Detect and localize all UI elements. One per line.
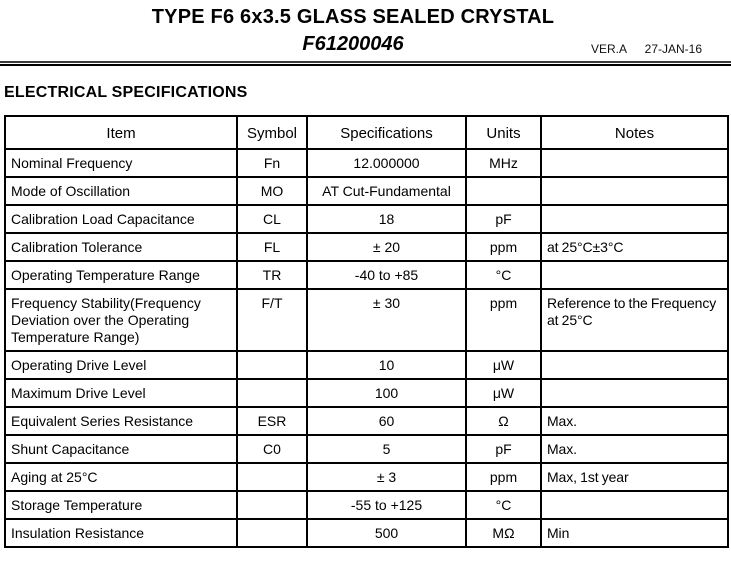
cell-spec: ± 30 xyxy=(307,289,466,351)
doc-title: TYPE F6 6x3.5 GLASS SEALED CRYSTAL xyxy=(151,6,555,28)
cell-symbol: Fn xyxy=(237,149,307,177)
cell-units: Ω xyxy=(466,407,541,435)
cell-units xyxy=(466,177,541,205)
cell-spec: 10 xyxy=(307,351,466,379)
cell-units: °C xyxy=(466,261,541,289)
cell-spec: 5 xyxy=(307,435,466,463)
version-label: VER.A xyxy=(590,42,627,56)
table-row xyxy=(5,205,728,233)
cell-notes xyxy=(541,177,728,205)
table-header-row xyxy=(5,116,728,149)
table-row xyxy=(5,261,728,289)
table-row xyxy=(5,233,728,261)
cell-spec: 100 xyxy=(307,379,466,407)
cell-spec: 18 xyxy=(307,205,466,233)
column-header-specifications: Specifications xyxy=(307,116,466,149)
cell-units: pF xyxy=(466,205,541,233)
cell-symbol: C0 xyxy=(237,435,307,463)
cell-notes: Max. xyxy=(541,435,728,463)
cell-units: ppm xyxy=(466,463,541,491)
cell-symbol xyxy=(237,519,307,547)
cell-spec: AT Cut-Fundamental xyxy=(307,177,466,205)
cell-symbol: FL xyxy=(237,233,307,261)
cell-units: μW xyxy=(466,351,541,379)
table-row xyxy=(5,491,728,519)
cell-notes xyxy=(541,205,728,233)
cell-units: ppm xyxy=(466,289,541,351)
cell-units: MHz xyxy=(466,149,541,177)
cell-notes: at 25°C±3°C xyxy=(541,233,728,261)
cell-item: Calibration Tolerance xyxy=(5,233,237,261)
part-number: F61200046 xyxy=(302,33,404,55)
table-row xyxy=(5,351,728,379)
cell-spec: ± 3 xyxy=(307,463,466,491)
table-row xyxy=(5,519,728,547)
column-header-units: Units xyxy=(466,116,541,149)
cell-item: Nominal Frequency xyxy=(5,149,237,177)
cell-symbol: CL xyxy=(237,205,307,233)
cell-spec: ± 20 xyxy=(307,233,466,261)
cell-item: Shunt Capacitance xyxy=(5,435,237,463)
cell-item: Operating Drive Level xyxy=(5,351,237,379)
table-row xyxy=(5,177,728,205)
cell-item: Equivalent Series Resistance xyxy=(5,407,237,435)
cell-symbol xyxy=(237,379,307,407)
cell-symbol xyxy=(237,351,307,379)
cell-notes xyxy=(541,149,728,177)
column-header-notes: Notes xyxy=(541,116,728,149)
electrical-specifications-table xyxy=(4,115,729,548)
cell-spec: 60 xyxy=(307,407,466,435)
cell-units: °C xyxy=(466,491,541,519)
cell-item: Aging at 25°C xyxy=(5,463,237,491)
cell-notes: Max, 1st year xyxy=(541,463,728,491)
cell-item: Frequency Stability(Frequency Deviation over the Operating Temperature Range) xyxy=(5,289,237,351)
cell-notes xyxy=(541,491,728,519)
table-row xyxy=(5,149,728,177)
cell-notes xyxy=(541,379,728,407)
cell-symbol: F/T xyxy=(237,289,307,351)
cell-notes: Reference to the Frequency at 25°C xyxy=(541,289,728,351)
cell-spec: 12.000000 xyxy=(307,149,466,177)
cell-symbol xyxy=(237,463,307,491)
cell-symbol xyxy=(237,491,307,519)
cell-item: Maximum Drive Level xyxy=(5,379,237,407)
cell-units: μW xyxy=(466,379,541,407)
column-header-symbol: Symbol xyxy=(237,116,307,149)
cell-item: Operating Temperature Range xyxy=(5,261,237,289)
cell-notes: Min xyxy=(541,519,728,547)
version-date xyxy=(591,42,702,56)
cell-notes xyxy=(541,261,728,289)
cell-units: ppm xyxy=(466,233,541,261)
table-row xyxy=(5,463,728,491)
header-divider xyxy=(0,61,731,66)
cell-item: Mode of Oscillation xyxy=(5,177,237,205)
table-row xyxy=(5,435,728,463)
cell-item: Storage Temperature xyxy=(5,491,237,519)
cell-notes: Max. xyxy=(541,407,728,435)
cell-notes xyxy=(541,351,728,379)
table-row xyxy=(5,407,728,435)
cell-units: pF xyxy=(466,435,541,463)
cell-spec: -40 to +85 xyxy=(307,261,466,289)
table-row xyxy=(5,289,728,351)
date-label: 27-JAN-16 xyxy=(644,42,702,56)
cell-symbol: ESR xyxy=(237,407,307,435)
column-header-item: Item xyxy=(5,116,237,149)
cell-symbol: MO xyxy=(237,177,307,205)
cell-symbol: TR xyxy=(237,261,307,289)
table-row xyxy=(5,379,728,407)
section-heading: ELECTRICAL SPECIFICATIONS xyxy=(4,84,248,101)
spec-table-body xyxy=(5,149,728,547)
cell-spec: -55 to +125 xyxy=(307,491,466,519)
cell-spec: 500 xyxy=(307,519,466,547)
cell-item: Calibration Load Capacitance xyxy=(5,205,237,233)
cell-units: MΩ xyxy=(466,519,541,547)
cell-item: Insulation Resistance xyxy=(5,519,237,547)
